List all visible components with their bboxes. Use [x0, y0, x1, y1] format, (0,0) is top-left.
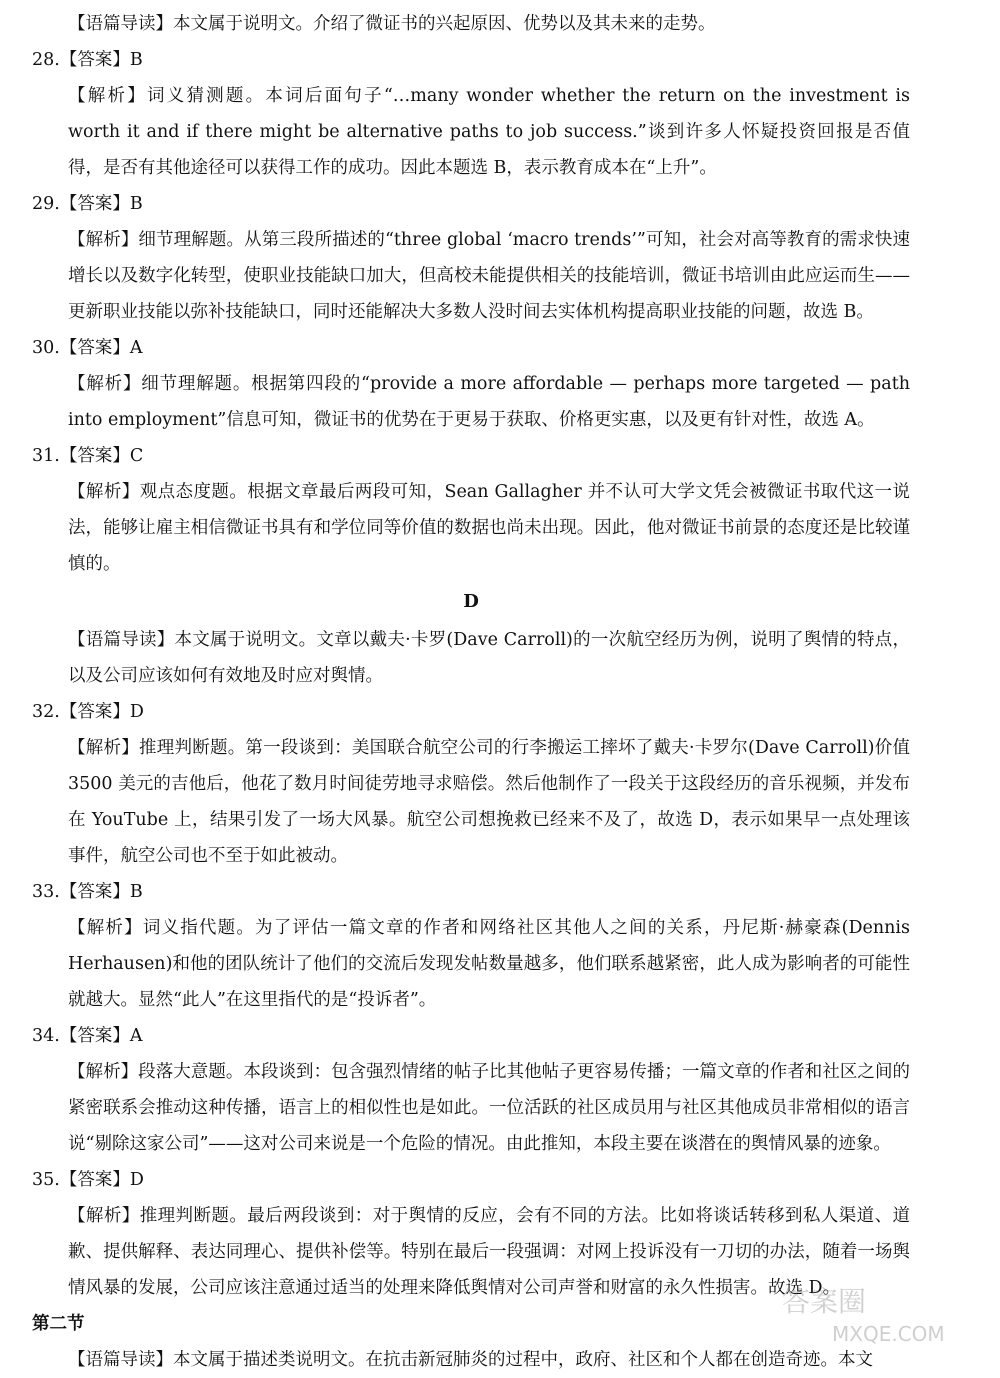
passage-c-intro: 【语篇导读】本文属于说明文。介绍了微证书的兴起原因、优势以及其未来的走势。 — [68, 14, 716, 34]
q28-answer: 28.【答案】B — [32, 50, 143, 70]
q29-answer: 29.【答案】B — [32, 194, 143, 214]
q34-answer: 34.【答案】A — [32, 1026, 143, 1046]
q31-analysis: 【解析】观点态度题。根据文章最后两段可知，Sean Gallagher 并不认可大学文凭会被微证书取代这一说法，能够让雇主相信微证书具有和学位同等价值的数据也尚未出现。因此，他对微证书前景的态度还是比较谨慎的。 — [68, 482, 910, 574]
watermark-text-line2: MXQE.COM — [832, 1322, 945, 1346]
q35-analysis: 【解析】推理判断题。最后两段谈到：对于舆情的反应，会有不同的方法。比如将谈话转移到私人渠道、道歉、提供解释、表达同理心、提供补偿等。特别在最后一段强调：对网上投诉没有一刀切的办法，随着一场舆情风暴的发展，公司应该注意通过适当的处理来降低舆情对公司声誉和财富的永久性损害。故选 D。 — [68, 1206, 910, 1298]
passage-d-intro: 【语篇导读】本文属于说明文。文章以戴夫·卡罗(Dave Carroll)的一次航空经历为例，说明了舆情的特点，以及公司应该如何有效地及时应对舆情。 — [68, 630, 910, 686]
q30-answer: 30.【答案】A — [32, 338, 143, 358]
q33-analysis: 【解析】词义指代题。为了评估一篇文章的作者和网络社区其他人之间的关系，丹尼斯·赫豪森(Dennis Herhausen)和他的团队统计了他们的交流后发现发帖数量越多，他们联系越紧密，此人成为影响者的可能性就越大。显然“此人”在这里指代的是“投诉者”。 — [68, 918, 910, 1010]
q31-answer: 31.【答案】C — [32, 446, 144, 466]
site-watermark-logo — [762, 1279, 992, 1349]
part-two-heading: 第二节 — [32, 1314, 85, 1334]
watermark-text-line1: 答案圈 — [782, 1285, 867, 1318]
answer-key-content — [32, 6, 910, 1378]
q33-answer: 33.【答案】B — [32, 882, 143, 902]
q32-answer: 32.【答案】D — [32, 702, 144, 722]
section-d-heading: D — [463, 591, 479, 612]
q32-analysis: 【解析】推理判断题。第一段谈到：美国联合航空公司的行李搬运工摔坏了戴夫·卡罗尔(Dave Carroll)价值 3500 美元的吉他后，他花了数月时间徒劳地寻求赔偿。然后他制作了一段关于这段经历的音乐视频，并发布在 YouTube 上，结果引发了一场大风暴。航空公司想挽救已经来不及了，故选 D，表示如果早一点处理该事件，航空公司也不至于如此被动。 — [68, 738, 910, 866]
q28-analysis: 【解析】词义猜测题。本词后面句子“…many wonder whether the return on the investment is worth it and if there might be alternative paths to job success.”谈到许多人怀疑投资回报是否值得，是否有其他途径可以获得工作的成功。因此本题选 B，表示教育成本在“上升”。 — [68, 86, 910, 178]
q29-analysis: 【解析】细节理解题。从第三段所描述的“three global ‘macro trends’”可知，社会对高等教育的需求快速增长以及数字化转型，使职业技能缺口加大，但高校未能提供相关的技能培训，微证书培训由此应运而生——更新职业技能以弥补技能缺口，同时还能解决大多数人没时间去实体机构提高职业技能的问题，故选 B。 — [68, 230, 910, 322]
q35-answer: 35.【答案】D — [32, 1170, 144, 1190]
part-two-intro: 【语篇导读】本文属于描述类说明文。在抗击新冠肺炎的过程中，政府、社区和个人都在创造奇迹。本文 — [68, 1350, 873, 1370]
q30-analysis: 【解析】细节理解题。根据第四段的“provide a more affordable — perhaps more targeted — path into employment”信息可知，微证书的优势在于更易于获取、价格更实惠，以及更有针对性，故选 A。 — [68, 374, 910, 430]
q34-analysis: 【解析】段落大意题。本段谈到：包含强烈情绪的帖子比其他帖子更容易传播；一篇文章的作者和社区之间的紧密联系会推动这种传播，语言上的相似性也是如此。一位活跃的社区成员用与社区其他成员非常相似的语言说“剔除这家公司”——这对公司来说是一个危险的情况。由此推知，本段主要在谈潜在的舆情风暴的迹象。 — [68, 1062, 910, 1154]
